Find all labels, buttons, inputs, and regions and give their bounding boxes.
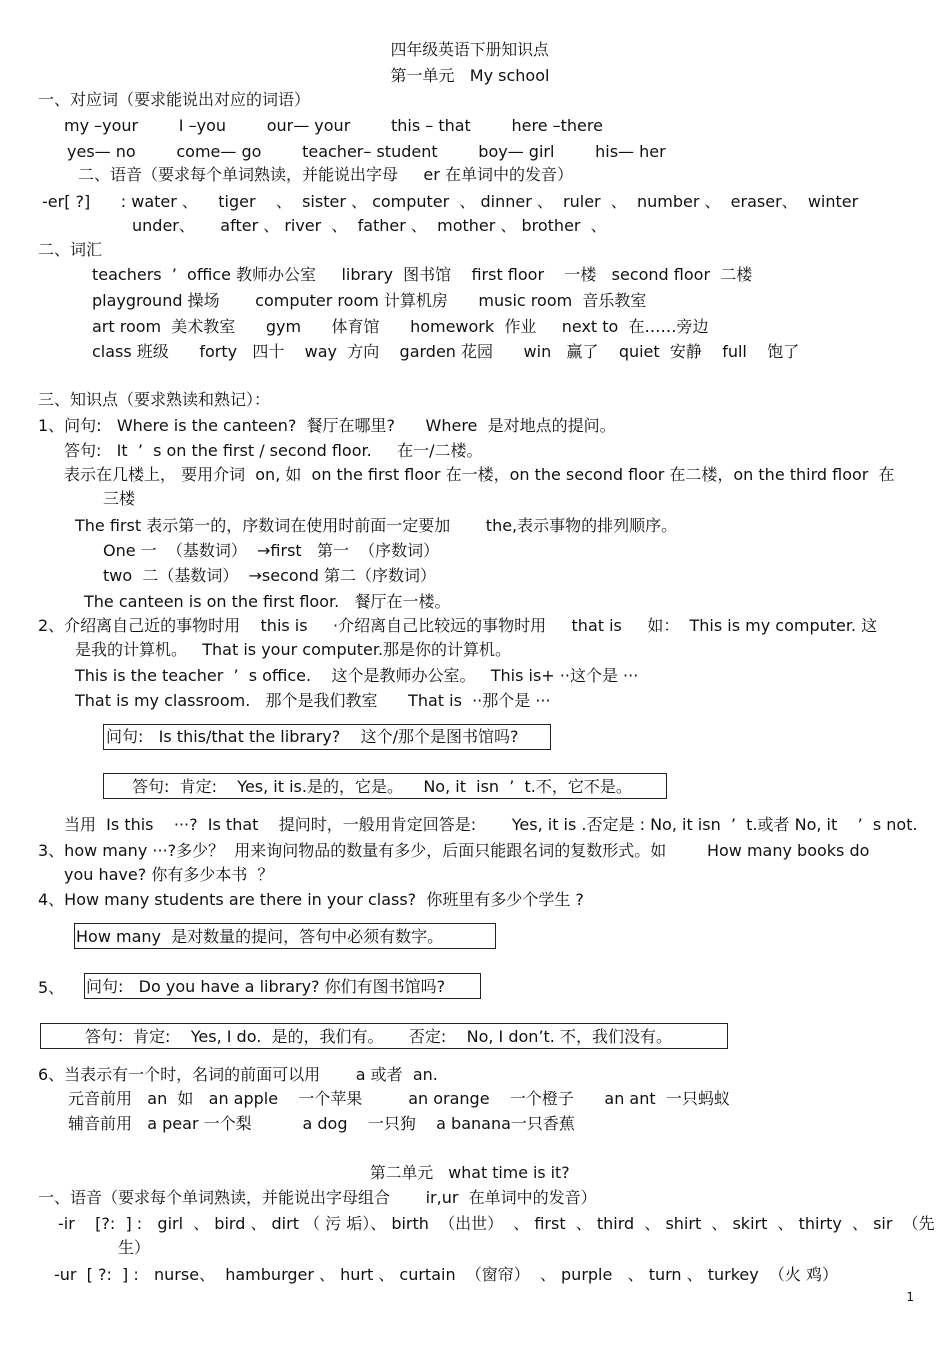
k3-line-1: 3、how many ···?多少？ 用来询问物品的数量有多少，后面只能跟名词的复数形式。如 How many books do [38, 841, 870, 860]
k2-line-4: That is my classroom. 那个是我们教室 That is ··那个是 ··· [75, 691, 551, 710]
k6-line-2: 元音前用 an 如 an apple 一个苹果 an orange 一个橙子 an ant 一只蚂蚁 [68, 1089, 730, 1108]
vocab-line-3: art room 美术教室 gym 体育馆 homework 作业 next to 在……旁边 [92, 317, 709, 336]
answer-box-1 [103, 773, 667, 799]
k2-reply-rule: 当用 Is this ···? Is that 提问时，一般用肯定回答是: Yes, it is .否定是 : No, it isn ’ t.或者 No, it ’ s not. [64, 815, 918, 834]
k1-note-3: The first 表示第一的，序数词在使用时前面一定要加 the,表示事物的排列顺序。 [75, 516, 678, 535]
unit2-phonics-heading: 一、语音（要求每个单词熟读，并能说出字母组合 ir,ur 在单词中的发音） [38, 1188, 597, 1207]
vocab-line-1: teachers ’ office 教师办公室 library 图书馆 first floor 一楼 second floor 二楼 [92, 265, 753, 284]
phonics-ur-line: -ur [ ?: ] : nurse、 hamburger 、 hurt 、 curtain （窗帘） 、 purple 、 turn 、 turkey （火 鸡） [54, 1265, 838, 1284]
k1-ordinal-two: two 二（基数词） →second 第二（序数词） [103, 566, 437, 585]
k1-note-2: 三楼 [103, 489, 136, 508]
k1-example: The canteen is on the first floor. 餐厅在一楼。 [84, 592, 451, 611]
phonics-er-line-1: -er[ ?] : water 、 tiger 、 sister 、 computer 、 dinner 、 ruler 、 number 、 eraser、 winter [42, 192, 859, 211]
k1-question: 1、问句: Where is the canteen? 餐厅在哪里? Where 是对地点的提问。 [38, 416, 616, 435]
question-box-2 [84, 973, 481, 999]
k2-line-2: 是我的计算机。 That is your computer.那是你的计算机。 [75, 640, 512, 659]
k5-number: 5、 [38, 978, 65, 997]
k3-line-2: you have? 你有多少本书 ？ [64, 865, 274, 884]
unit2-title: 第二单元 what time is it? [369, 1163, 570, 1182]
question-box-2-text: 问句: Do you have a library? 你们有图书馆吗? [86, 977, 446, 996]
k1-ordinal-one: One 一 （基数词） →first 第一 （序数词） [103, 541, 440, 560]
k4-line: 4、How many students are there in your class? 你班里有多少个学生 ? [38, 890, 584, 909]
phonics-er-heading: 二、语音（要求每个单词熟读，并能说出字母 er 在单词中的发音） [78, 165, 573, 184]
note-box-how-many [74, 923, 496, 949]
k2-line-1: 2、介绍离自己近的事物时用 this is ·介绍离自己比较远的事物时用 that is 如： This is my computer. 这 [38, 616, 878, 635]
phonics-er-line-2: under、 after 、 river 、 father 、 mother 、 brother 、 [132, 216, 607, 235]
vocab-line-4: class 班级 forty 四十 way 方向 garden 花园 win 赢了 quiet 安静 full 饱了 [92, 342, 800, 361]
page-number: 1 [906, 1290, 914, 1304]
phonics-ir-line-2: 生） [118, 1238, 151, 1257]
question-box-1-text: 问句: Is this/that the library? 这个/那个是图书馆吗? [106, 727, 519, 746]
note-box-how-many-text: How many 是对数量的提问，答句中必须有数字。 [76, 927, 444, 946]
answer-box-2 [40, 1023, 728, 1049]
vocab-heading: 二、词汇 [38, 240, 103, 259]
phonics-ir-line-1: -ir [?: ] : girl 、 bird 、 dirt （ 污 垢）、 birth （出世） 、 first 、 third 、 shirt 、 skirt 、 thirty 、 sir （先 [58, 1214, 935, 1233]
vocab-line-2: playground 操场 computer room 计算机房 music room 音乐教室 [92, 291, 647, 310]
section1-heading: 一、对应词（要求能说出对应的词语） [38, 90, 311, 109]
k1-note-1: 表示在几楼上， 要用介词 on, 如 on the first floor 在一楼，on the second floor 在二楼，on the third floor 在 [64, 465, 895, 484]
k1-answer: 答句: It ’ s on the first / second floor. 在一/二楼。 [64, 441, 483, 460]
k6-line-3: 辅音前用 a pear 一个梨 a dog 一只狗 a banana一只香蕉 [68, 1114, 575, 1133]
knowledge-heading: 三、知识点（要求熟读和熟记）： [38, 390, 271, 409]
page-title: 四年级英语下册知识点 [390, 40, 549, 59]
k6-line-1: 6、当表示有一个时，名词的前面可以用 a 或者 an. [38, 1065, 438, 1084]
answer-box-2-text: 答句：肯定: Yes, I do. 是的，我们有。 否定: No, I don’t. 不，我们没有。 [85, 1027, 672, 1046]
question-box-1 [103, 724, 551, 750]
antonym-line-1: my –your I –you our— your this – that here –there [64, 116, 603, 135]
antonym-line-2: yes— no come— go teacher– student boy— girl his— her [67, 142, 666, 161]
k2-line-3: This is the teacher ’ s office. 这个是教师办公室。 This is+ ··这个是 ··· [75, 666, 639, 685]
unit1-title: 第一单元 My school [390, 66, 550, 85]
answer-box-1-text: 答句: 肯定: Yes, it is.是的，它是。 No, it isn ’ t.不，它不是。 [132, 777, 632, 796]
